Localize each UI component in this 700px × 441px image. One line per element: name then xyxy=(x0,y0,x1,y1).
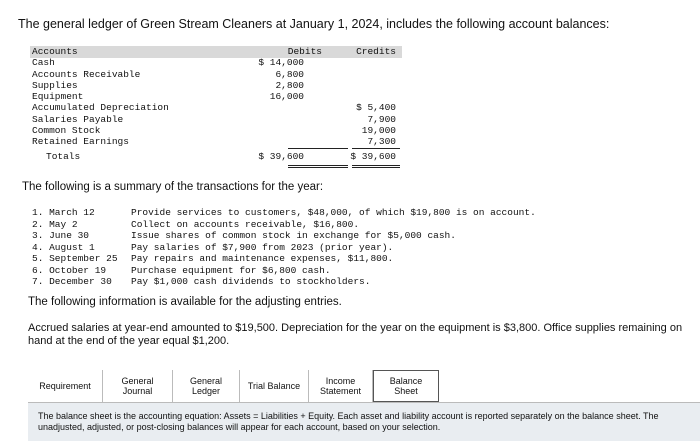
transaction-desc: Provide services to customers, $48,000, of which $19,800 is on account. xyxy=(131,207,536,218)
ledger-header-row xyxy=(30,46,402,57)
ledger-row xyxy=(30,114,402,125)
tab-balance-sheet[interactable]: Balance Sheet xyxy=(373,370,439,402)
transaction-date: 4. August 1 xyxy=(32,241,95,253)
credit-value: 19,000 xyxy=(361,125,396,137)
account-name: Common Stock xyxy=(32,125,101,137)
debit-value: $ 14,000 xyxy=(258,57,304,69)
transaction-date: 2. May 2 xyxy=(32,218,78,230)
transaction-date: 7. December 30 xyxy=(32,276,112,287)
ledger-row xyxy=(30,69,402,80)
account-name: Cash xyxy=(32,57,55,69)
account-name: Accumulated Depreciation xyxy=(32,102,169,114)
ledger-table xyxy=(30,46,402,162)
credit-double-rule-1 xyxy=(352,165,400,166)
transaction-desc: Pay $1,000 cash dividends to stockholders. xyxy=(131,276,371,287)
adjusting-text: Accrued salaries at year-end amounted to $19,500. Depreciation for the year on the equipment is $3,800. Office supplies remaining on hand at the end of the year equal $1,200. xyxy=(28,322,683,347)
transaction-date: 6. October 19 xyxy=(32,264,107,276)
summary-heading: The following is a summary of the transactions for the year: xyxy=(22,181,324,193)
balance-sheet-info-text: The balance sheet is the accounting equation: Assets = Liabilities + Equity. Each asset and liability account is reported separately on the balance sheet. The unadjusted, adjusted, or post-closing balances will appear for each account, based on your selection. xyxy=(38,411,659,432)
credit-value: 7,900 xyxy=(367,113,396,125)
credit-double-rule-2 xyxy=(352,167,400,168)
debit-double-rule-2 xyxy=(288,167,348,168)
account-name: Equipment xyxy=(32,91,84,103)
tab-income-statement[interactable]: Income Statement xyxy=(309,370,373,402)
accounts-header: Accounts xyxy=(32,46,78,57)
transaction-desc: Pay repairs and maintenance expenses, $11,800. xyxy=(131,253,394,264)
totals-debit: $ 39,600 xyxy=(258,150,304,162)
transaction-date: 5. September 25 xyxy=(32,253,118,264)
totals-credit: $ 39,600 xyxy=(350,150,396,162)
adjusting-heading: The following information is available for the adjusting entries. xyxy=(28,296,342,308)
credit-total-rule xyxy=(352,148,400,149)
credits-header: Credits xyxy=(356,46,396,57)
account-name: Salaries Payable xyxy=(32,113,124,125)
account-name: Accounts Receivable xyxy=(32,68,141,80)
transaction-date: 1. March 12 xyxy=(32,207,95,218)
debit-value: 16,000 xyxy=(269,91,304,103)
problem-intro: The general ledger of Green Stream Cleaners at January 1, 2024, includes the following account balances: xyxy=(18,17,610,31)
debit-value: 2,800 xyxy=(275,79,304,91)
tab-bar xyxy=(28,370,439,402)
ledger-row xyxy=(30,125,402,136)
totals-label: Totals xyxy=(46,150,81,162)
ledger-totals-row xyxy=(30,151,402,162)
account-name: Retained Earnings xyxy=(32,136,129,148)
ledger-row xyxy=(30,91,402,102)
transaction-desc: Purchase equipment for $6,800 cash. xyxy=(131,264,331,276)
debit-value: 6,800 xyxy=(275,68,304,80)
transaction-date: 3. June 30 xyxy=(32,230,90,241)
ledger-row xyxy=(30,136,402,147)
tab-requirement[interactable]: Requirement xyxy=(28,370,103,402)
credit-value: 7,300 xyxy=(367,136,396,148)
tab-general-ledger[interactable]: General Ledger xyxy=(173,370,240,402)
debit-total-rule xyxy=(288,148,348,149)
transaction-desc: Collect on accounts receivable, $16,800. xyxy=(131,218,360,230)
balance-sheet-info xyxy=(28,402,700,441)
debits-header: Debits xyxy=(287,46,322,57)
ledger-row xyxy=(30,102,402,113)
ledger-row xyxy=(30,57,402,68)
transaction-desc: Issue shares of common stock in exchange for $5,000 cash. xyxy=(131,230,456,241)
transaction-desc: Pay salaries of $7,900 from 2023 (prior year). xyxy=(131,241,394,253)
debit-double-rule-1 xyxy=(288,165,348,166)
credit-value: $ 5,400 xyxy=(356,102,396,114)
tab-general-journal[interactable]: General Journal xyxy=(103,370,173,402)
tab-trial-balance[interactable]: Trial Balance xyxy=(240,370,309,402)
account-name: Supplies xyxy=(32,79,78,91)
ledger-row xyxy=(30,80,402,91)
